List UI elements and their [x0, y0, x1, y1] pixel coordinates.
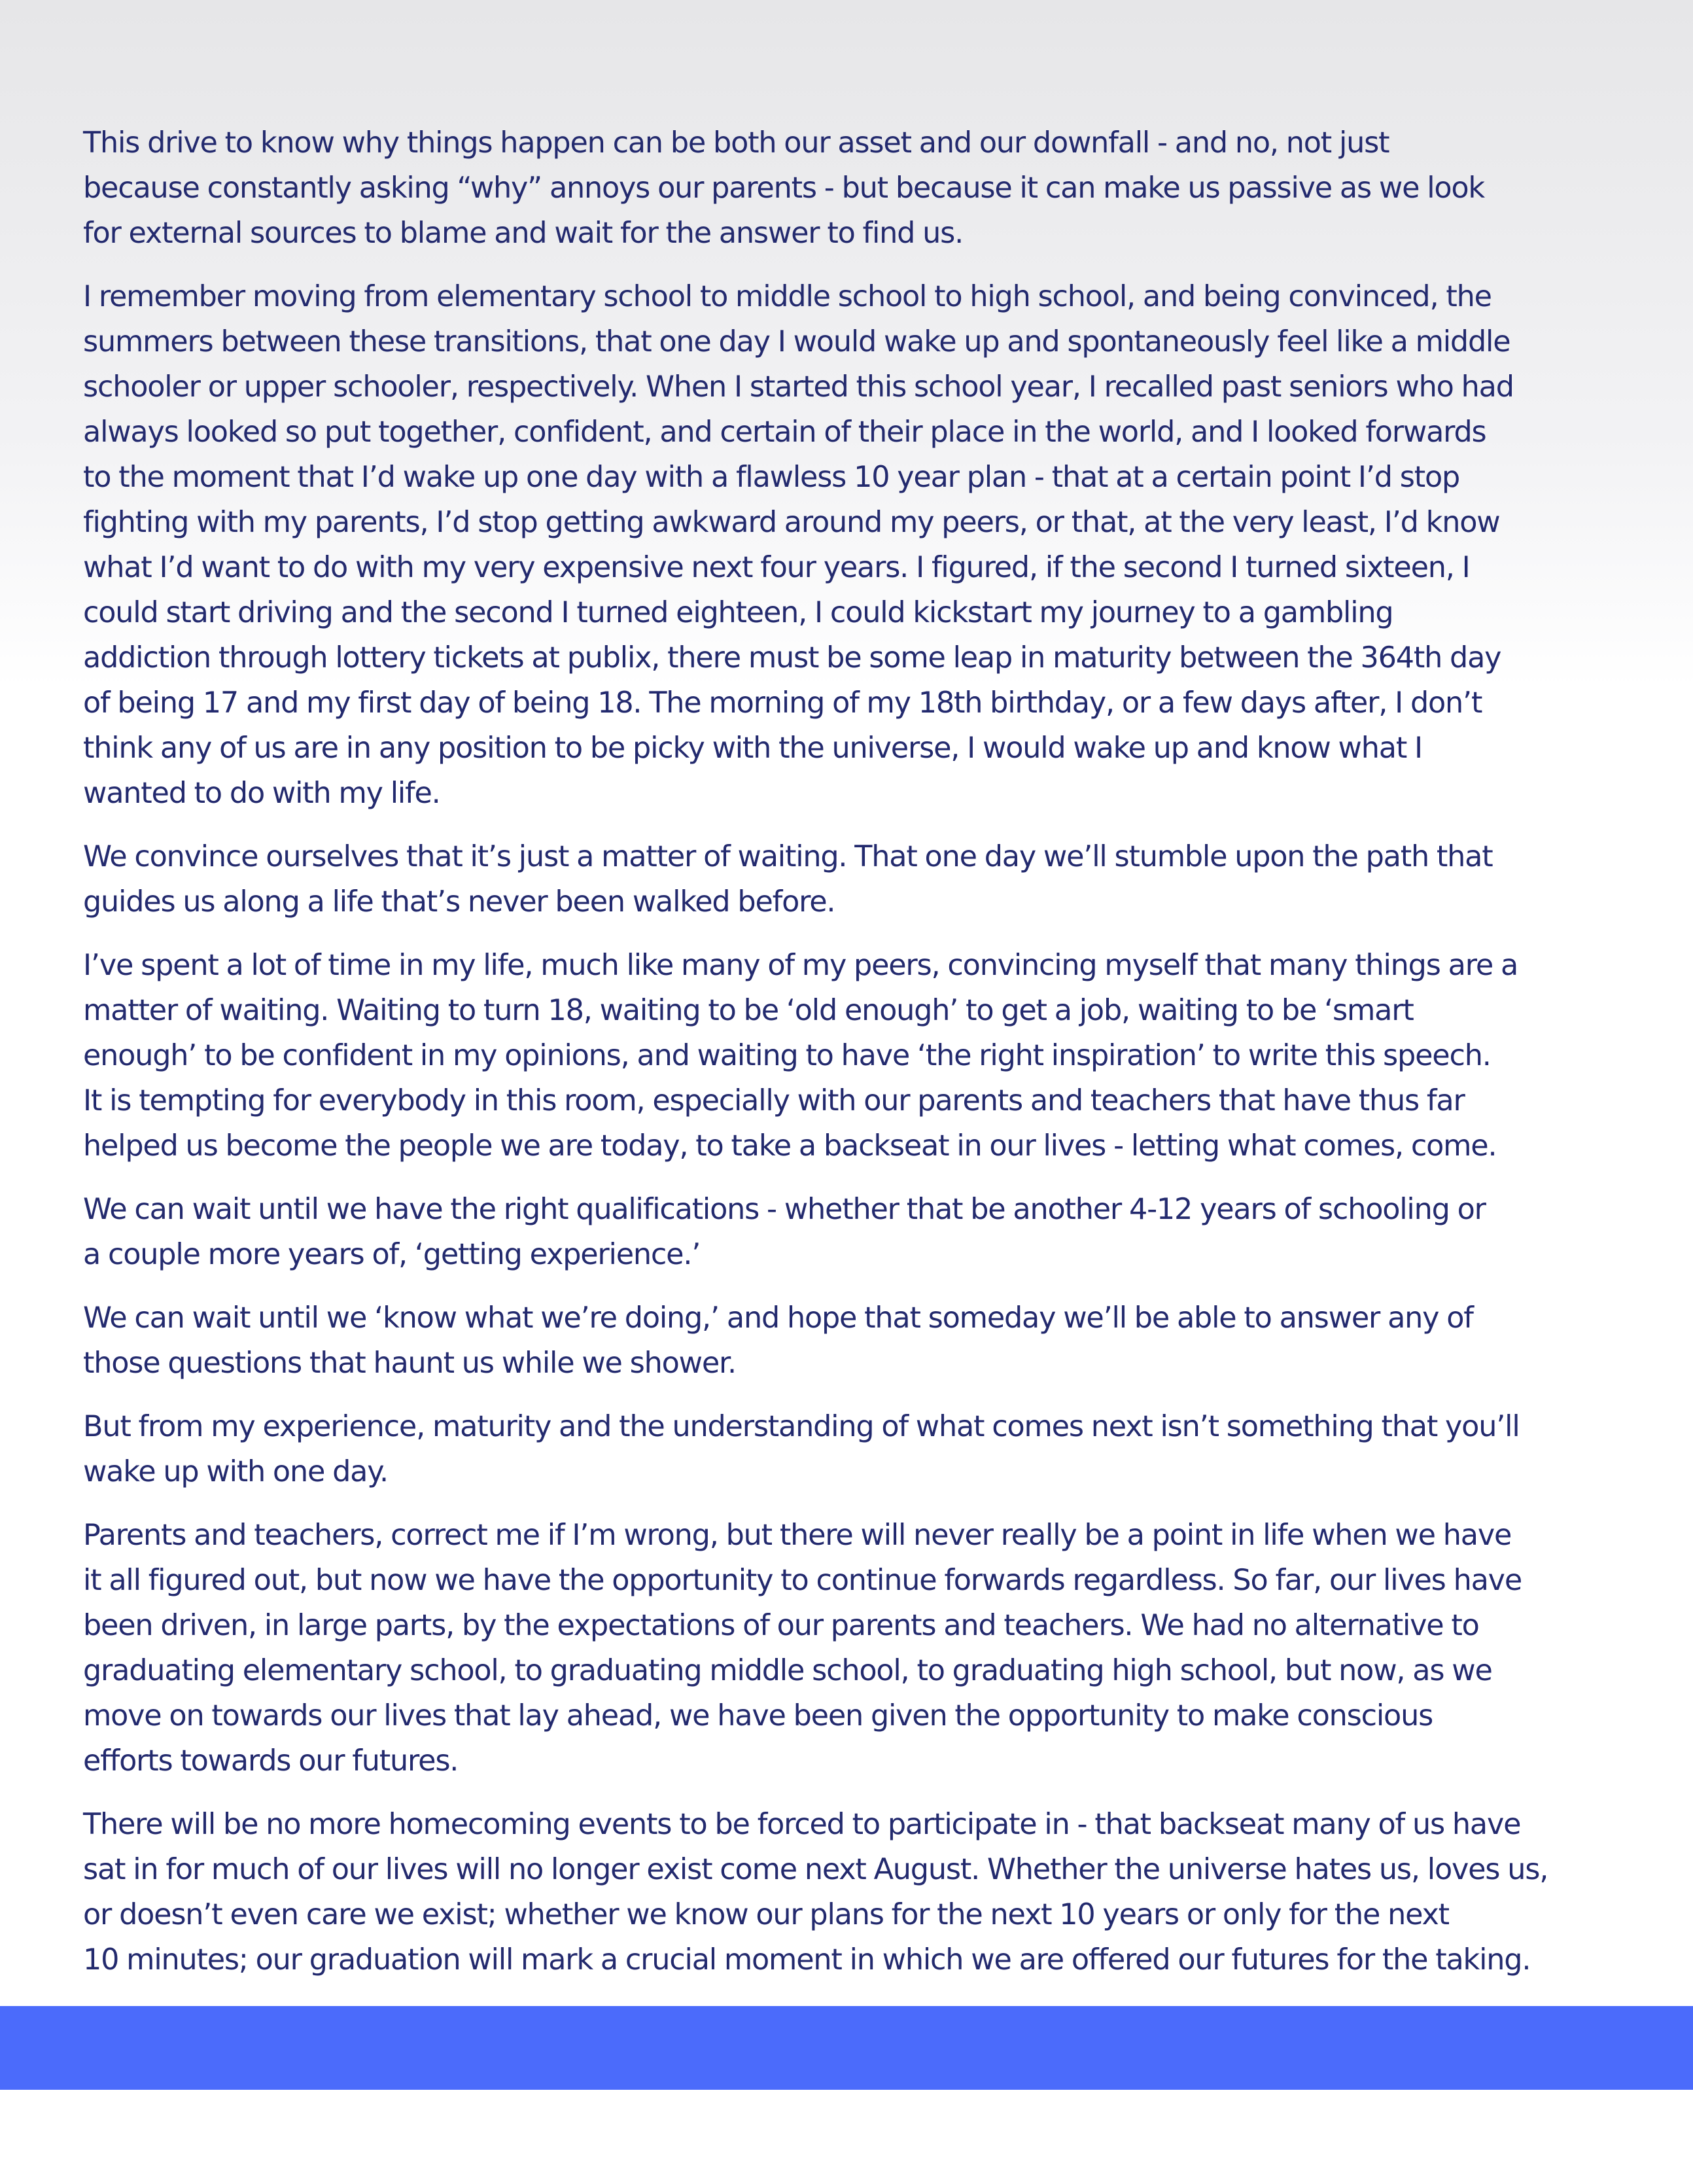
text-line: enough’ to be confident in my opinions, and waiting to have ‘the right inspiration’ to write this speech.: [83, 1039, 1491, 1072]
paragraph-8: [83, 1513, 1633, 1784]
paragraph-4: [83, 943, 1633, 1169]
text-line: This drive to know why things happen can be both our asset and our downfall - and no, not just: [83, 126, 1389, 160]
text-line: of being 17 and my first day of being 18. The morning of my 18th birthday, or a few days after, I don’t: [83, 686, 1482, 720]
text-line: sat in for much of our lives will no longer exist come next August. Whether the universe hates us, loves us,: [83, 1853, 1548, 1886]
text-line: think any of us are in any position to be picky with the universe, I would wake up and know what I: [83, 731, 1422, 765]
text-line: We can wait until we ‘know what we’re doing,’ and hope that someday we’ll be able to answer any of: [83, 1301, 1473, 1335]
text-line: But from my experience, maturity and the understanding of what comes next isn’t something that you’ll: [83, 1410, 1520, 1443]
text-line: addiction through lottery tickets at publix, there must be some leap in maturity between the 364th day: [83, 641, 1501, 675]
text-line: graduating elementary school, to graduating middle school, to graduating high school, but now, as we: [83, 1654, 1492, 1687]
text-line: I’ve spent a lot of time in my life, much like many of my peers, convincing myself that many things are a: [83, 949, 1518, 982]
text-line: efforts towards our futures.: [83, 1744, 459, 1778]
text-line: could start driving and the second I turned eighteen, I could kickstart my journey to a gambling: [83, 596, 1393, 629]
text-line: because constantly asking “why” annoys our parents - but because it can make us passive as we look: [83, 171, 1485, 205]
paragraph-2: [83, 274, 1633, 816]
text-line: There will be no more homecoming events to be forced to participate in - that backseat many of us have: [83, 1808, 1521, 1841]
paragraph-9: [83, 1802, 1633, 1982]
text-line: it all figured out, but now we have the opportunity to continue forwards regardless. So far, our lives have: [83, 1564, 1522, 1597]
paragraph-6: [83, 1295, 1633, 1386]
paragraph-5: [83, 1187, 1633, 1277]
text-line: I remember moving from elementary school to middle school to high school, and being convinced, the: [83, 280, 1492, 313]
text-line: 10 minutes; our graduation will mark a crucial moment in which we are offered our futures for the taking.: [83, 1943, 1531, 1977]
text-line: always looked so put together, confident, and certain of their place in the world, and I looked forwards: [83, 415, 1486, 449]
text-line: matter of waiting. Waiting to turn 18, waiting to be ‘old enough’ to get a job, waiting to be ‘smart: [83, 994, 1414, 1027]
text-line: what I’d want to do with my very expensive next four years. I figured, if the second I turned sixteen, I: [83, 551, 1470, 584]
text-line: summers between these transitions, that one day I would wake up and spontaneously feel like a middle: [83, 325, 1510, 359]
text-line: guides us along a life that’s never been walked before.: [83, 885, 835, 919]
document-body: [83, 120, 1633, 2001]
text-line: move on towards our lives that lay ahead, we have been given the opportunity to make conscious: [83, 1699, 1433, 1733]
text-line: wanted to do with my life.: [83, 777, 440, 810]
text-line: to the moment that I’d wake up one day with a flawless 10 year plan - that at a certain point I’d stop: [83, 461, 1460, 494]
text-line: or doesn’t even care we exist; whether we know our plans for the next 10 years or only for the next: [83, 1898, 1449, 1931]
text-line: We convince ourselves that it’s just a matter of waiting. That one day we’ll stumble upon the path that: [83, 840, 1493, 873]
text-line: wake up with one day.: [83, 1455, 388, 1488]
paragraph-1: [83, 120, 1633, 256]
text-line: a couple more years of, ‘getting experience.’: [83, 1238, 701, 1271]
paragraph-7: [83, 1404, 1633, 1494]
text-line: It is tempting for everybody in this room, especially with our parents and teachers that have thus far: [83, 1084, 1465, 1118]
paragraph-3: [83, 834, 1633, 925]
footer-color-band: [0, 2006, 1693, 2090]
text-line: those questions that haunt us while we shower.: [83, 1347, 736, 1380]
text-line: been driven, in large parts, by the expectations of our parents and teachers. We had no alternative to: [83, 1609, 1479, 1642]
text-line: We can wait until we have the right qualifications - whether that be another 4-12 years of schooling or: [83, 1193, 1486, 1226]
text-line: fighting with my parents, I’d stop getting awkward around my peers, or that, at the very least, I’d know: [83, 506, 1500, 539]
text-line: helped us become the people we are today, to take a backseat in our lives - letting what comes, come.: [83, 1129, 1497, 1163]
text-line: Parents and teachers, correct me if I’m wrong, but there will never really be a point in life when we have: [83, 1519, 1512, 1552]
text-line: for external sources to blame and wait for the answer to find us.: [83, 217, 964, 250]
text-line: schooler or upper schooler, respectively. When I started this school year, I recalled past seniors who had: [83, 370, 1514, 404]
